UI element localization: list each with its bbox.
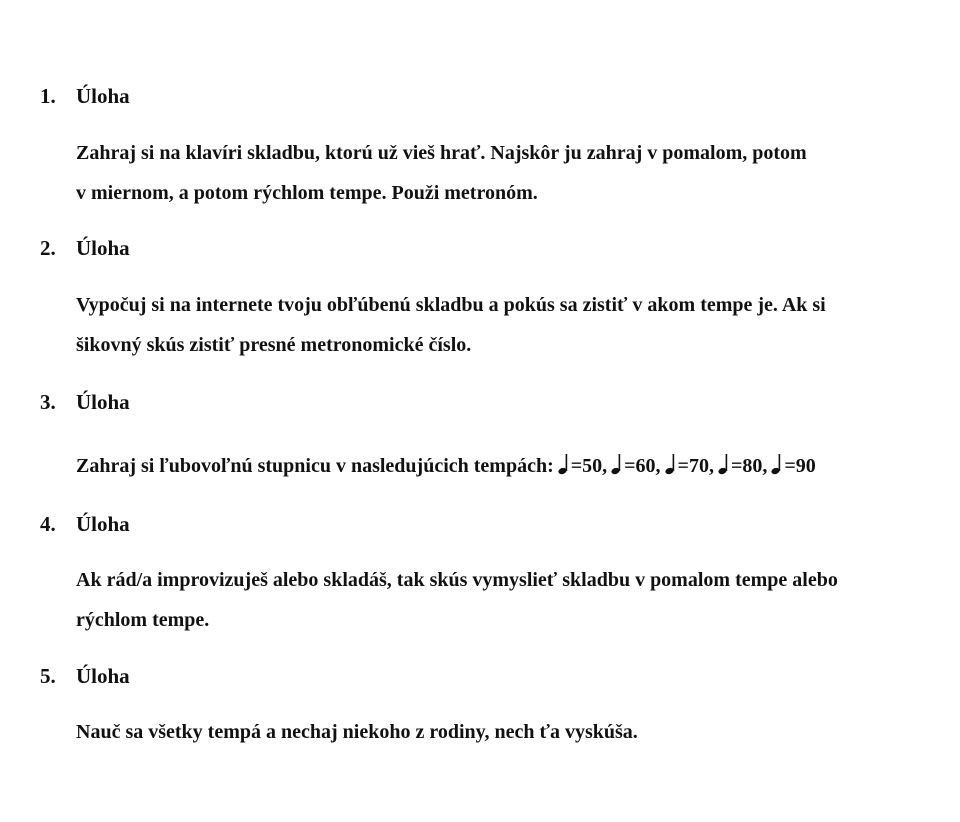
task-5-title: Úloha	[76, 664, 130, 688]
task-4-text	[76, 560, 936, 640]
task-3-line-1: Zahraj si ľubovoľnú stupnicu v nasledujúcich tempách:	[76, 455, 554, 477]
tempo-value: =90	[784, 455, 816, 477]
task-4-number: 4.	[40, 512, 56, 536]
quarter-note-icon	[771, 452, 783, 472]
task-1-text	[76, 133, 936, 213]
task-3-text	[76, 452, 816, 476]
task-2-line-2: šikovný skús zistiť presné metronomické číslo.	[76, 334, 472, 356]
task-4-line-1: Ak rád/a improvizuješ alebo skladáš, tak skús vymyslieť skladbu v pomalom tempe alebo	[76, 569, 838, 591]
tempo-item	[661, 452, 714, 476]
task-4-line-2: rýchlom tempe.	[76, 609, 210, 631]
quarter-note-icon	[611, 452, 623, 472]
task-4-title: Úloha	[76, 512, 130, 536]
task-3-number: 3.	[40, 390, 56, 414]
tempo-value: =80,	[730, 455, 768, 477]
tempo-item	[767, 452, 815, 476]
tempo-value: =70,	[677, 455, 714, 477]
task-3-heading	[40, 392, 130, 413]
task-5-number: 5.	[40, 664, 56, 688]
task-1-heading	[40, 86, 130, 107]
task-2-title: Úloha	[76, 236, 130, 260]
task-1-line-2: v miernom, a potom rýchlom tempe. Použi metronóm.	[76, 182, 538, 204]
tempo-item	[714, 452, 767, 476]
tempo-value: =60,	[624, 455, 661, 477]
task-1-line-1: Zahraj si na klavíri skladbu, ktorú už vieš hrať. Najskôr ju zahraj v pomalom, potom	[76, 142, 807, 164]
task-2-heading	[40, 238, 130, 259]
tempo-item	[554, 452, 607, 476]
task-2-text	[76, 285, 936, 365]
task-1-number: 1.	[40, 84, 56, 108]
task-5-heading	[40, 666, 130, 687]
quarter-note-icon	[718, 452, 730, 472]
task-4-heading	[40, 514, 130, 535]
tempo-item	[607, 452, 660, 476]
task-1-title: Úloha	[76, 84, 130, 108]
tempo-value: =50,	[570, 455, 608, 477]
task-5-line-1: Nauč sa všetky tempá a nechaj niekoho z rodiny, nech ťa vyskúša.	[76, 721, 638, 743]
task-3-title: Úloha	[76, 390, 130, 414]
task-5-text	[76, 712, 936, 752]
quarter-note-icon	[665, 452, 677, 472]
task-2-number: 2.	[40, 236, 56, 260]
quarter-note-icon	[558, 452, 570, 472]
task-2-line-1: Vypočuj si na internete tvoju obľúbenú skladbu a pokús sa zistiť v akom tempe je. Ak si	[76, 294, 826, 316]
